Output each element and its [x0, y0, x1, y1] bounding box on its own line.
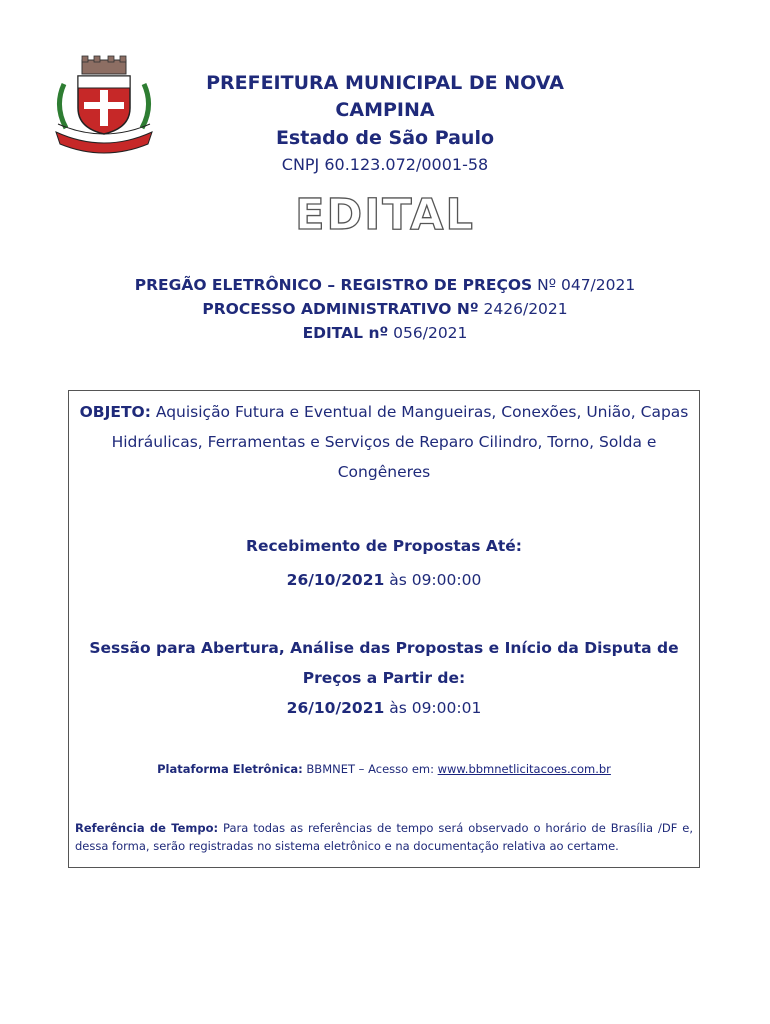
edital-line: EDITAL nº 056/2021 — [302, 324, 468, 342]
cnpj: CNPJ 60.123.072/0001-58 — [281, 155, 489, 174]
plataforma-label: Plataforma Eletrônica: — [157, 762, 303, 776]
org-name: PREFEITURA MUNICIPAL DE NOVA CAMPINA — [206, 72, 564, 121]
state-name: Estado de São Paulo — [275, 127, 495, 149]
sessao-datetime — [69, 695, 699, 721]
referencia-section — [75, 819, 693, 855]
sessao-date: 26/10/2021 — [286, 699, 385, 717]
document-type-title: EDITAL — [295, 190, 475, 240]
objeto-text: Aquisição Futura e Eventual de Mangueiras, Conexões, União, Capas Hidráulicas, Ferramentas e Serviços de Reparo Cilindro, Torno, Solda e Congêneres — [111, 403, 689, 481]
plataforma-section — [69, 760, 699, 778]
processo-line: PROCESSO ADMINISTRATIVO Nº 2426/2021 — [202, 300, 568, 318]
sessao-time: às 09:00:01 — [389, 699, 482, 717]
referencia-label: Referência de Tempo: — [75, 821, 219, 835]
summary-box — [68, 390, 700, 868]
document-header — [160, 70, 610, 178]
recebimento-time: às 09:00:00 — [389, 571, 482, 589]
recebimento-label: Recebimento de Propostas Até: — [246, 537, 522, 555]
referencia-text: Para todas as referências de tempo será observado o horário de Brasília /DF e, dessa forma, serão registradas no sistema eletrônico e na documentação relativa ao certame. — [75, 821, 693, 853]
plataforma-link[interactable]: www.bbmnetlicitacoes.com.br — [437, 762, 611, 776]
recebimento-date: 26/10/2021 — [286, 571, 385, 589]
sessao-section — [79, 633, 689, 693]
recebimento-section — [69, 531, 699, 595]
objeto-label: OBJETO: — [79, 403, 151, 421]
objeto-section — [79, 397, 689, 487]
process-titles — [0, 273, 770, 345]
municipal-crest-logo — [50, 54, 158, 154]
sessao-label: Sessão para Abertura, Análise das Propostas e Início da Disputa de Preços a Partir de: — [89, 639, 679, 687]
pregao-line: PREGÃO ELETRÔNICO – REGISTRO DE PREÇOS Nº 047/2021 — [134, 276, 636, 294]
plataforma-text: BBMNET – Acesso em: — [306, 762, 434, 776]
